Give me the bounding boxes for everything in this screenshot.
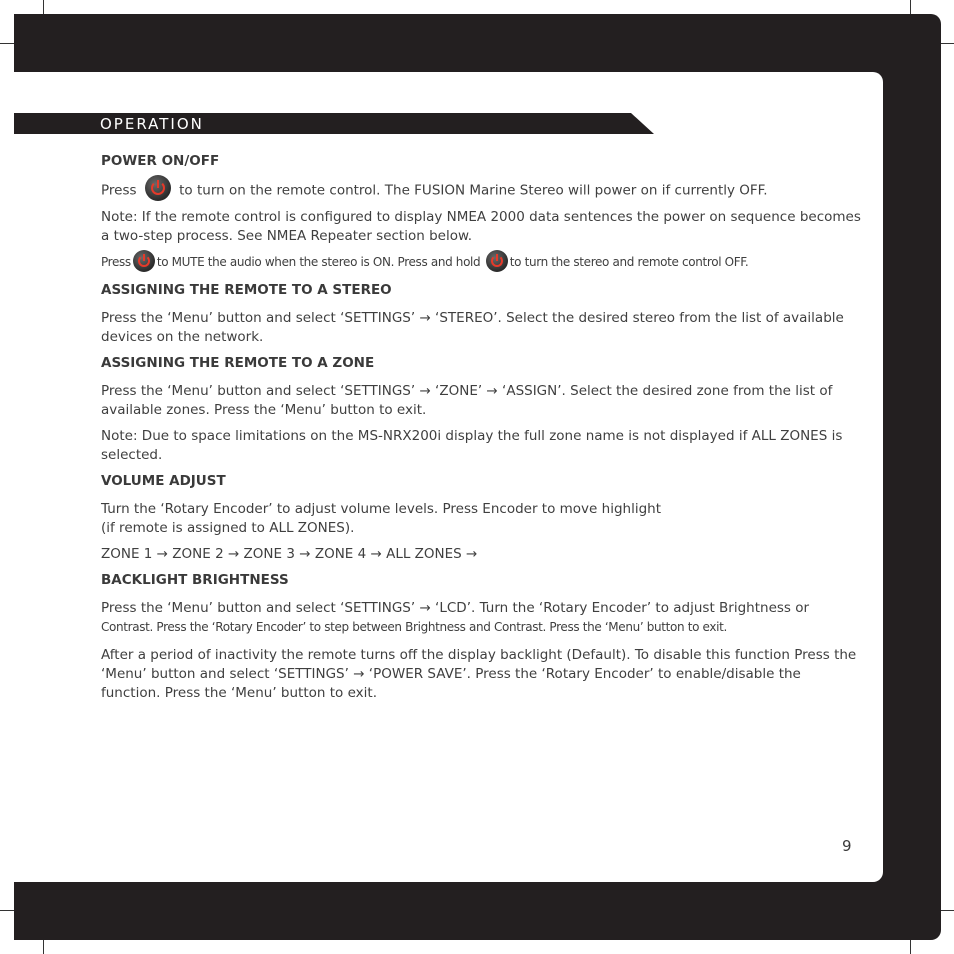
heading-assign-stereo: ASSIGNING THE REMOTE TO A STEREO [101,282,392,298]
heading-volume: VOLUME ADJUST [101,473,226,489]
zone-note: Note: Due to space limitations on the MS-NRX200i display the full zone name is not displayed if ALL ZONES is selected. [101,428,843,463]
backlight-text: Press the ‘Menu’ button and select ‘SETTINGS’ → ‘LCD’. Turn the ‘Rotary Encoder’ to adjust Brightness or Contrast. Press the ‘Rotary Encoder’ to step between Brightness and Contrast. Press the ‘Menu’ button to exit. [101,600,810,634]
power-button-icon [145,175,171,201]
page-number: 9 [842,837,852,855]
zone-text: Press the ‘Menu’ button and select ‘SETTINGS’ → ‘ZONE’ → ‘ASSIGN’. Select the desired zone from the list of available zones. Press the ‘Menu’ button to exit. [101,383,833,418]
inactivity-text: After a period of inactivity the remote turns off the display backlight (Default). To disable this function Press the ‘Menu’ button and select ‘SETTINGS’ → ‘POWER SAVE’. Press the ‘Rotary Encoder’ to enable/disable the function. Press the ‘Menu’ button to exit. [101,647,857,701]
stereo-text: Press the ‘Menu’ button and select ‘SETTINGS’ → ‘STEREO’. Select the desired stereo from the list of available devices on the network. [101,310,844,345]
manual-content [101,152,861,710]
mute-text: Press to MUTE the audio when the stereo is ON. Press and hold to turn the stereo and remote control OFF. [101,253,861,272]
volume-text: Turn the ‘Rotary Encoder’ to adjust volume levels. Press Encoder to move highlight (if remote is assigned to ALL ZONES). [101,501,661,536]
power-button-icon [133,250,155,272]
heading-assign-zone: ASSIGNING THE REMOTE TO A ZONE [101,355,375,371]
power-on-text: Press to turn on the remote control. The FUSION Marine Stereo will power on if currently OFF. [101,180,861,201]
power-note: Note: If the remote control is configured to display NMEA 2000 data sentences the power on sequence becomes a two-step process. See NMEA Repeater section below. [101,209,861,244]
heading-backlight: BACKLIGHT BRIGHTNESS [101,572,289,588]
section-title: OPERATION [100,115,204,133]
zone-sequence: ZONE 1 → ZONE 2 → ZONE 3 → ZONE 4 → ALL ZONES → [101,546,478,562]
heading-power: POWER ON/OFF [101,153,220,169]
power-button-icon [486,250,508,272]
